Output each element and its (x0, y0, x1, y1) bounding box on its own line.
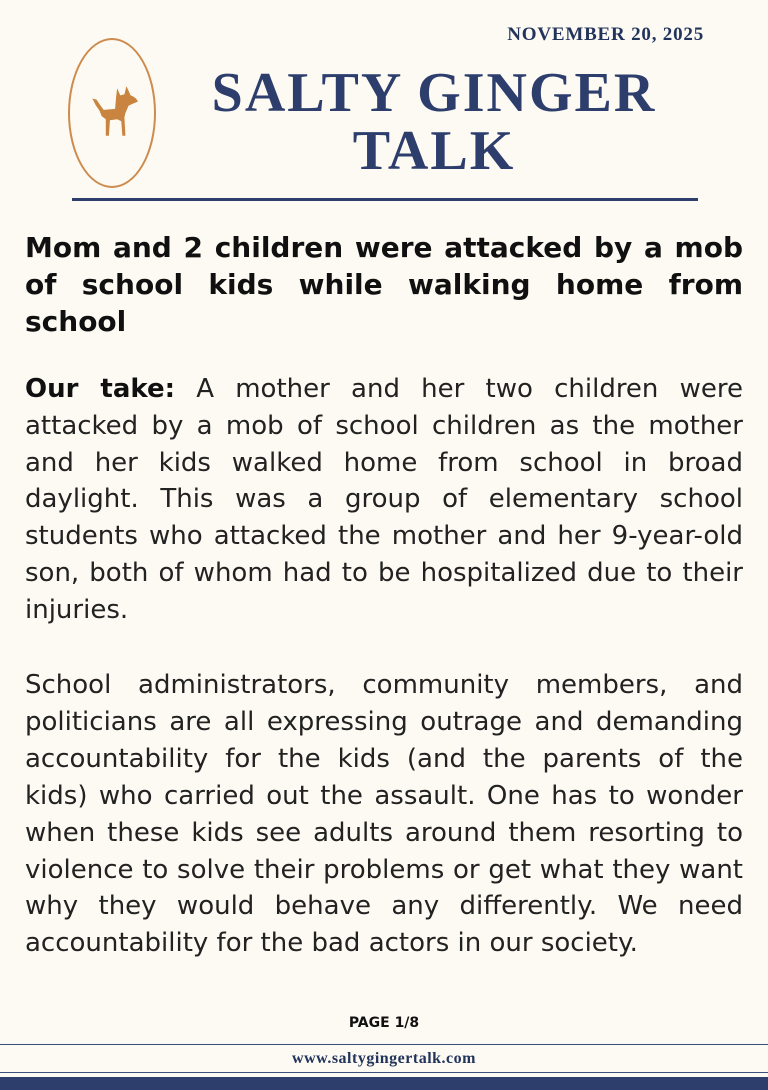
brand-title-line2: TALK (352, 120, 516, 182)
dog-icon (81, 82, 143, 144)
footer-divider-bottom (0, 1072, 768, 1073)
page-indicator: PAGE 1/8 (348, 1015, 420, 1031)
paragraph-2: School administrators, community members, and politicians are all expressing outrage and demanding accountability for the kids (and the parents of the kids) who carried out the assault. One has to wonder when these kids see adults around them resorting to violence to solve their problems or get what they want why they would behave any differently. We need accountability for the bad actors in our society. (25, 670, 743, 959)
page-footer (0, 1015, 768, 1090)
paragraph-1 (25, 371, 743, 629)
website-url: www.saltygingertalk.com (292, 1050, 476, 1067)
issue-date: NOVEMBER 20, 2025 (507, 24, 704, 45)
brand-title-line1: SALTY GINGER (211, 61, 657, 124)
our-take-label: Our take: (25, 373, 176, 404)
paragraph-1-text: A mother and her two children were attacked by a mob of school children as the mother and her kids walked home from school in broad daylight. This was a group of elementary school students who attacked the mother and her 9-year-old son, both of whom had to be hospitalized due to their injuries. (25, 373, 743, 626)
logo (68, 38, 156, 188)
brand-title (170, 61, 698, 182)
headline: Mom and 2 children were attacked by a mob of school kids while walking home from school (25, 231, 743, 339)
article-body (0, 229, 768, 962)
footer-bar (0, 1077, 768, 1090)
header-divider (72, 198, 698, 201)
